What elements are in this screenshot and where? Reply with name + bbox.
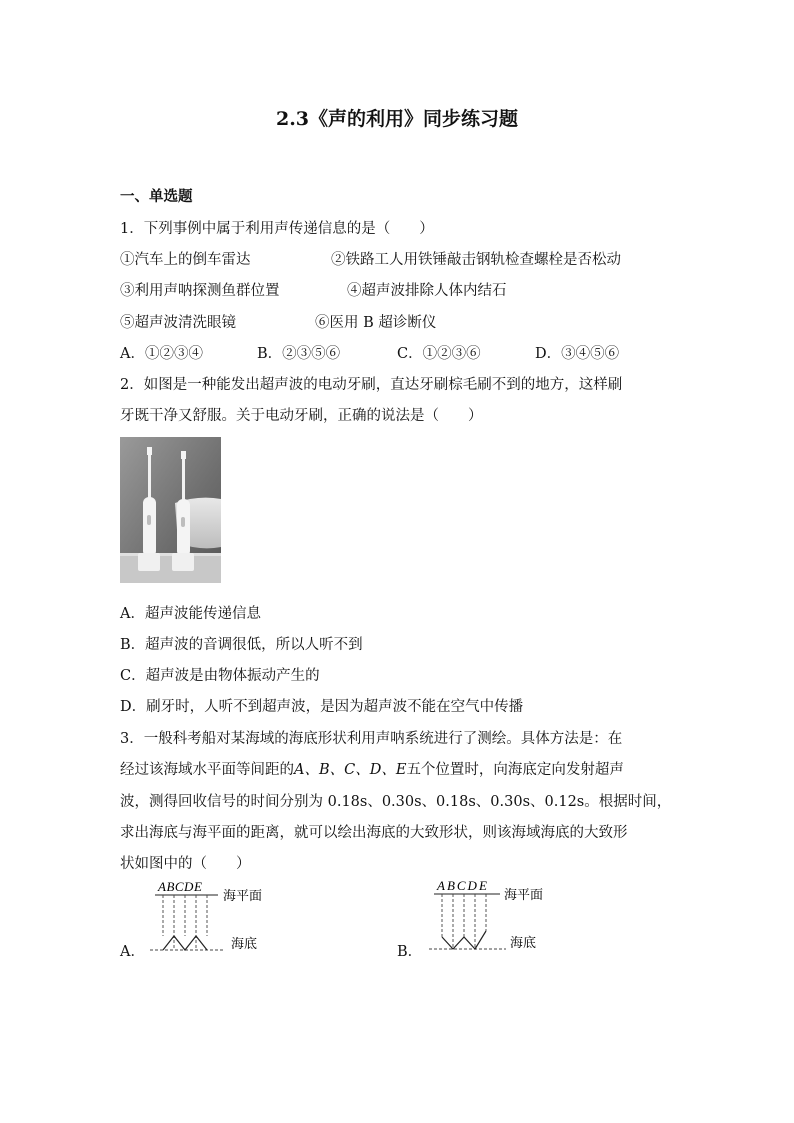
page-title: 2.3《声的利用》同步练习题 <box>275 108 519 130</box>
q1-option-a: A．①②③④ <box>120 346 203 362</box>
section-heading: 一、单选题 <box>120 188 193 205</box>
q2-option-a: A．超声波能传递信息 <box>120 606 261 622</box>
q2-option-c: C．超声波是由物体振动产生的 <box>120 668 320 684</box>
q3-line3: 波，测得回收信号的时间分别为 0.18s、0.30s、0.18s、0.30s、0.12s。根据时间， <box>120 794 672 810</box>
seafloor-diagram-a <box>145 876 275 958</box>
diagram-b-sea-level-label: 海平面 <box>504 887 544 902</box>
toothbrush-photo <box>120 437 221 583</box>
q1-item-5: ⑤超声波清洗眼镜 <box>120 315 236 331</box>
diagram-a-sea-level-label: 海平面 <box>223 888 263 903</box>
diagram-b-sea-floor-label: 海底 <box>510 935 537 950</box>
seafloor-diagram-b <box>424 875 554 957</box>
q1-stem: 1．下列事例中属于利用声传递信息的是（ ） <box>120 221 434 237</box>
q2-stem-line1: 2．如图是一种能发出超声波的电动牙刷，直达牙刷棕毛刷不到的地方，这样刷 <box>120 377 623 393</box>
q3-position-letters: A、B、C、D、E <box>294 762 407 778</box>
q1-item-4: ④超声波排除人体内结石 <box>347 283 507 299</box>
q1-option-d: D．③④⑤⑥ <box>535 346 620 362</box>
diagram-b-letters: ABCDE <box>437 878 489 893</box>
q3-line5: 状如图中的（ ） <box>120 856 251 872</box>
q1-option-c: C．①②③⑥ <box>397 346 481 362</box>
q3-option-b-label: B． <box>397 944 423 960</box>
q2-option-d: D．刷牙时，人听不到超声波，是因为超声波不能在空气中传播 <box>120 699 524 715</box>
q3-line2: 经过该海域水平面等间距的A、B、C、D、E五个位置时，向海底定向发射超声 <box>120 762 624 778</box>
q2-stem-line2: 牙既干净又舒服。关于电动牙刷，正确的说法是（ ） <box>120 408 483 424</box>
q1-item-3: ③利用声呐探测鱼群位置 <box>120 283 280 299</box>
q1-item-1: ①汽车上的倒车雷达 <box>120 252 251 268</box>
q3-line4: 求出海底与海平面的距离，就可以绘出海底的大致形状，则该海域海底的大致形 <box>120 825 628 841</box>
q2-option-b: B．超声波的音调很低，所以人听不到 <box>120 637 363 653</box>
q1-item-6: ⑥医用 B 超诊断仪 <box>315 315 437 331</box>
diagram-a-letters: ABCDE <box>158 879 203 894</box>
q1-option-b: B．②③⑤⑥ <box>257 346 341 362</box>
q1-item-2: ②铁路工人用铁锤敲击钢轨检查螺栓是否松动 <box>331 252 621 268</box>
diagram-a-sea-floor-label: 海底 <box>231 936 258 951</box>
q3-line1: 3．一般科考船对某海域的海底形状利用声呐系统进行了测绘。具体方法是：在 <box>120 731 623 747</box>
q3-option-a-label: A． <box>120 944 145 960</box>
